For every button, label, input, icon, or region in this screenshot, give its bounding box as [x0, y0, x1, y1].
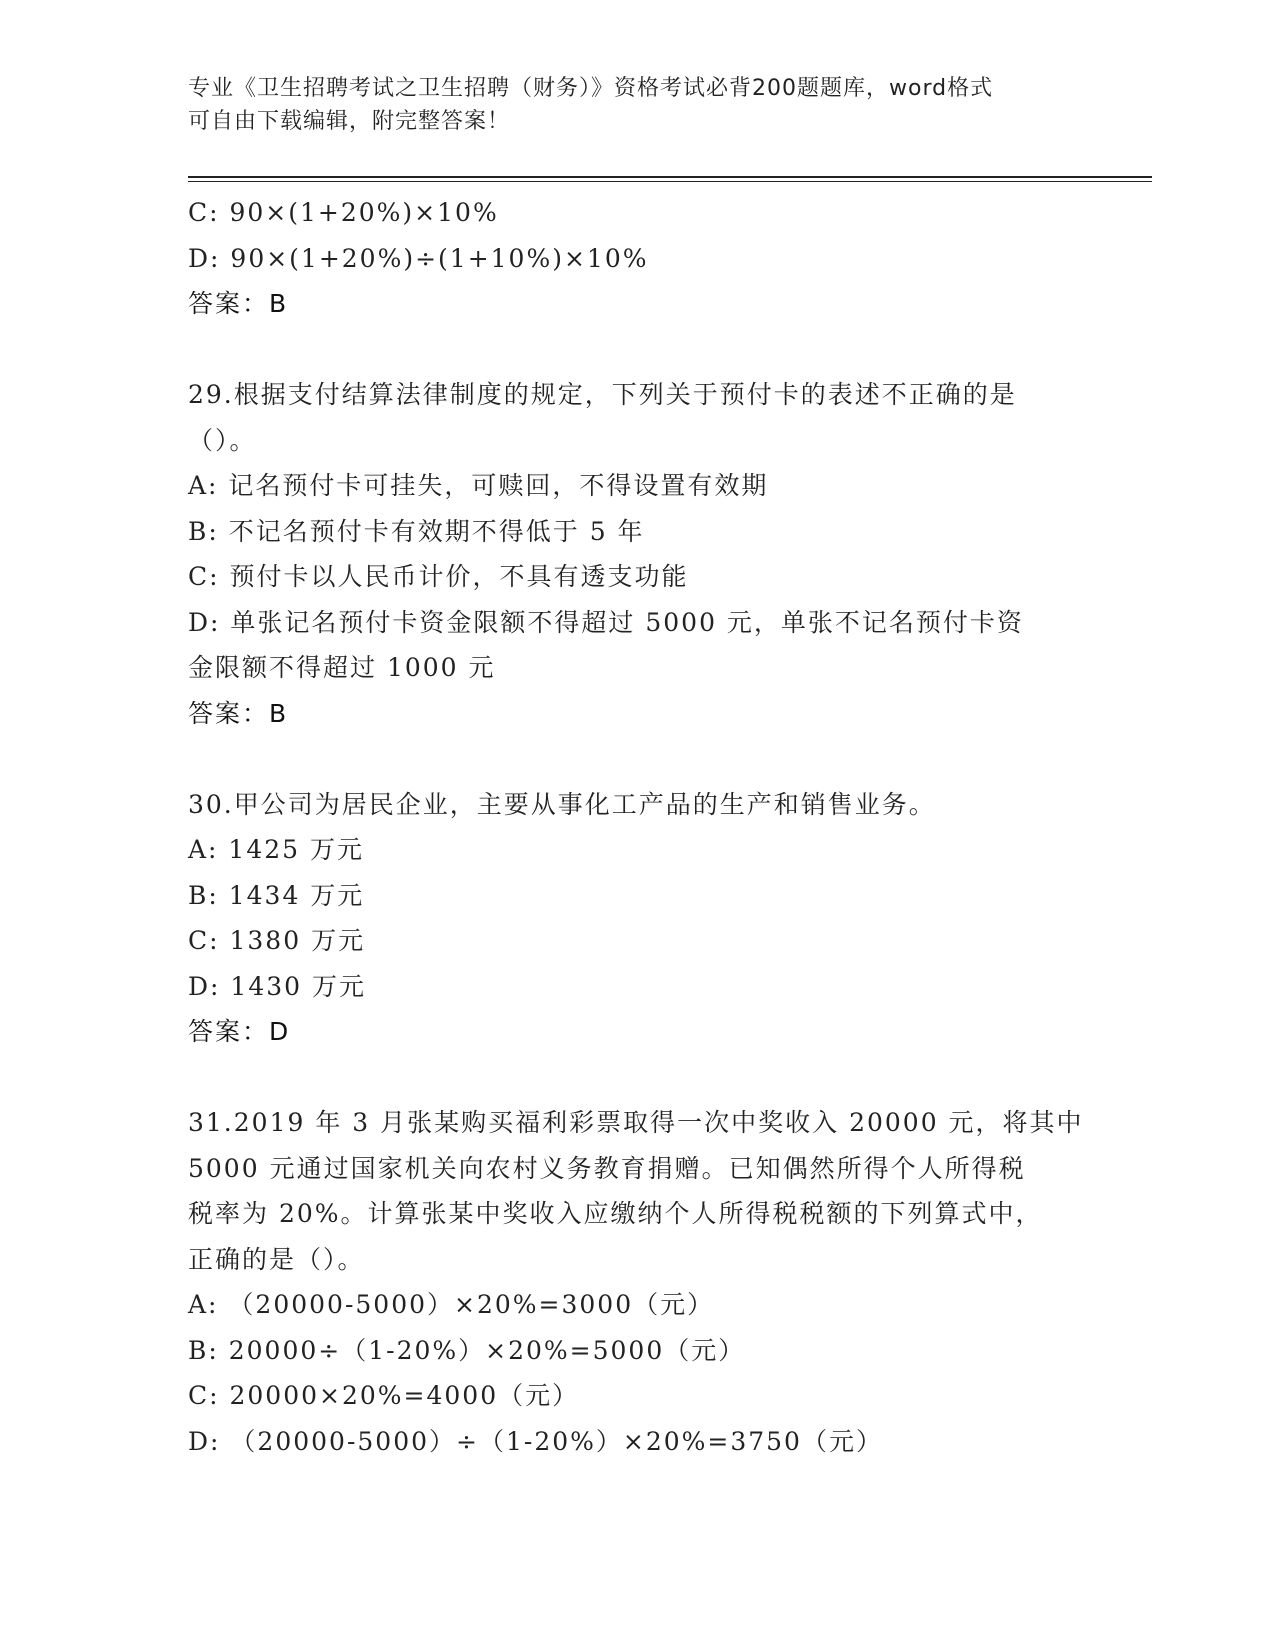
option-a: A: 1425 万元: [188, 835, 364, 864]
option-b: B: 不记名预付卡有效期不得低于 5 年: [188, 516, 645, 546]
document-header: [188, 72, 1088, 138]
option-d: D: 1430 万元: [188, 971, 366, 1001]
option-d: D: （20000-5000）÷（1-20%）×20%=3750（元）: [188, 1426, 883, 1456]
question-list: [188, 190, 1088, 1464]
question-stem: 正确的是（）。: [188, 1244, 365, 1274]
header-title-line1: 专业《卫生招聘考试之卫生招聘（财务）》资格考试必背200题题库，word格式: [188, 76, 994, 101]
answer-line: 答案：D: [188, 1017, 291, 1046]
answer-line: 答案：B: [188, 698, 289, 728]
header-rule-thick: [188, 176, 1152, 178]
question-stem: 5000 元通过国家机关向农村义务教育捐赠。已知偶然所得个人所得税: [188, 1153, 1026, 1183]
header-rule-thin: [188, 181, 1152, 182]
option-d-continued: 金限额不得超过 1000 元: [188, 653, 496, 682]
option-a: A: （20000-5000）×20%=3000（元）: [188, 1290, 715, 1319]
option-c: C: 预付卡以人民币计价，不具有透支功能: [188, 562, 689, 591]
option-a: A: 记名预付卡可挂失，可赎回，不得设置有效期: [188, 471, 769, 500]
question-29: [188, 372, 1088, 736]
question-stem: （）。: [188, 425, 257, 455]
question-stem: 31.2019 年 3 月张某购买福利彩票取得一次中奖收入 20000 元，将其中: [188, 1108, 1084, 1137]
question-30: [188, 782, 1088, 1055]
question-31: [188, 1100, 1088, 1464]
option-b: B: 1434 万元: [188, 880, 365, 910]
spacer: [188, 736, 1088, 782]
option-c: C: 20000×20%=4000（元）: [188, 1381, 580, 1410]
spacer: [188, 1055, 1088, 1101]
option-c: C: 90×(1+20%)×10%: [188, 198, 499, 227]
option-b: B: 20000÷（1-20%）×20%=5000（元）: [188, 1335, 746, 1365]
question-stem: 税率为 20%。计算张某中奖收入应缴纳个人所得税税额的下列算式中，: [188, 1199, 1043, 1228]
question-stem: 30.甲公司为居民企业，主要从事化工产品的生产和销售业务。: [188, 789, 936, 819]
question-stem: 29.根据支付结算法律制度的规定，下列关于预付卡的表述不正确的是: [188, 380, 1017, 409]
header-title-line2: 可自由下载编辑，附完整答案！: [188, 109, 511, 134]
spacer: [188, 327, 1088, 373]
question-28-tail: [188, 190, 1088, 327]
option-c: C: 1380 万元: [188, 926, 366, 955]
answer-line: 答案：B: [188, 289, 289, 318]
option-d: D: 单张记名预付卡资金限额不得超过 5000 元，单张不记名预付卡资: [188, 607, 1024, 637]
option-d: D: 90×(1+20%)÷(1+10%)×10%: [188, 243, 649, 273]
